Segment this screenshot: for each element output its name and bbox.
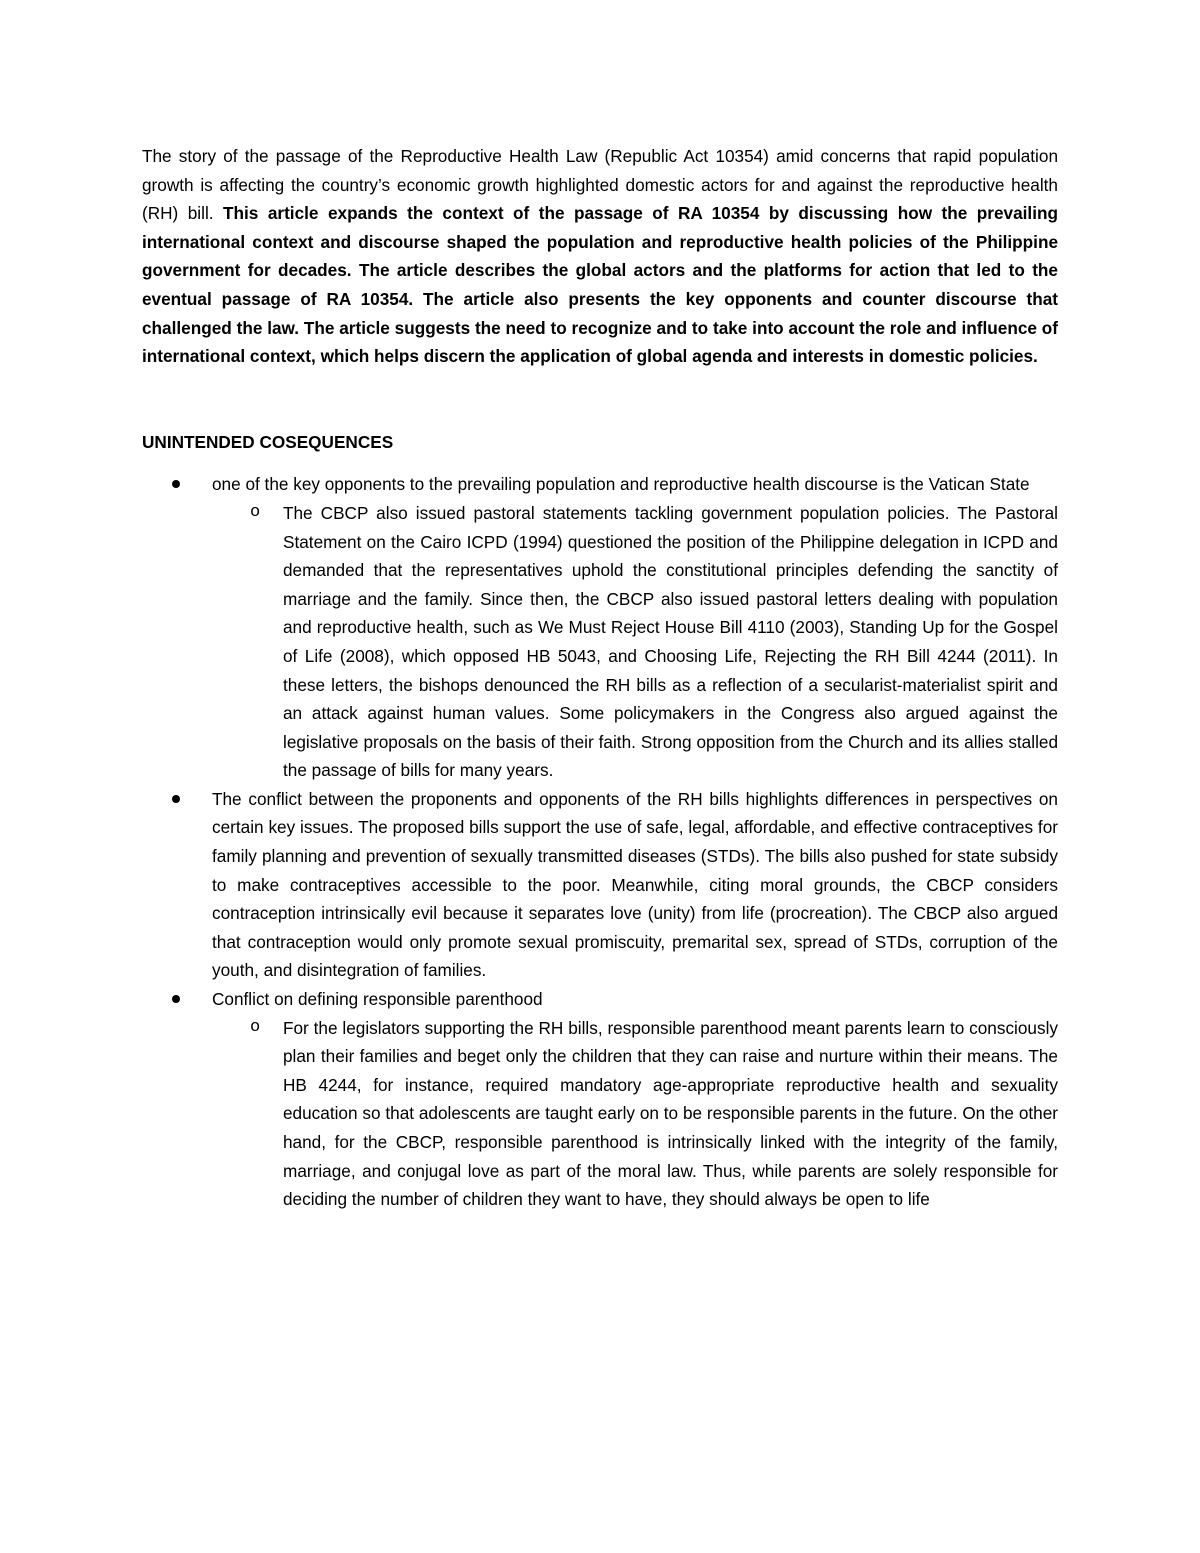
intro-plain-text: The story of the passage of the Reproductive Health Law (Republic Act 10354) amid concerns that rapid population growth is affecting the country’s economic growth highlighted domestic actors for and against the reproductive health (RH) bill. (142, 146, 1058, 224)
list-item (142, 985, 1058, 1214)
sub-list (212, 1014, 1058, 1214)
sub-bullet-icon: o (250, 502, 261, 522)
list-item (142, 470, 1058, 785)
intro-paragraph (142, 142, 1058, 371)
sub-list-item (212, 1014, 1058, 1214)
bullet-text: The conflict between the proponents and opponents of the RH bills highlights differences in perspectives on certain key issues. The proposed bills support the use of safe, legal, affordable, and effective contraceptives for family planning and prevention of sexually transmitted diseases (STDs). The bills also pushed for state subsidy to make contraceptives accessible to the poor. Meanwhile, citing moral grounds, the CBCP considers contraception intrinsically evil because it separates love (unity) from life (procreation). The CBCP also argued that contraception would only promote sexual promiscuity, premarital sex, spread of STDs, corruption of the youth, and disintegration of families. (212, 788, 1058, 981)
sub-list (212, 499, 1058, 785)
list-item (142, 785, 1058, 985)
bullet-list (142, 470, 1058, 1213)
bullet-text: one of the key opponents to the prevailing population and reproductive health discourse is the Vatican State (212, 474, 1030, 495)
bullet-icon (172, 795, 180, 803)
section-heading: UNINTENDED COSEQUENCES (142, 431, 394, 452)
bullet-text: Conflict on defining responsible parenthood (212, 989, 543, 1010)
sub-bullet-text: For the legislators supporting the RH bills, responsible parenthood meant parents learn to consciously plan their families and beget only the children that they can raise and nurture within their means. The HB 4244, for instance, required mandatory age-appropriate reproductive health and sexuality education so that adolescents are taught early on to be responsible parents in the future. On the other hand, for the CBCP, responsible parenthood is intrinsically linked with the integrity of the family, marriage, and conjugal love as part of the moral law. Thus, while parents are solely responsible for deciding the number of children they want to have, they should always be open to life (283, 1017, 1058, 1210)
intro-bold-text: This article expands the context of the passage of RA 10354 by discussing how the prevailing international context and discourse shaped the population and reproductive health policies of the Philippine government for decades. The article describes the global actors and the platforms for action that led to the eventual passage of RA 10354. The article also presents the key opponents and counter discourse that challenged the law. The article suggests the need to recognize and to take into account the role and influence of international context, which helps discern the application of global agenda and interests in domestic policies. (142, 203, 1058, 367)
document-body (142, 142, 1058, 1214)
sub-bullet-text: The CBCP also issued pastoral statements tackling government population policies. The Pastoral Statement on the Cairo ICPD (1994) questioned the position of the Philippine delegation in ICPD and demanded that the representatives uphold the constitutional principles defending the sanctity of marriage and the family. Since then, the CBCP also issued pastoral letters dealing with population and reproductive health, such as We Must Reject House Bill 4110 (2003), Standing Up for the Gospel of Life (2008), which opposed HB 5043, and Choosing Life, Rejecting the RH Bill 4244 (2011). In these letters, the bishops denounced the RH bills as a reflection of a secularist-materialist spirit and an attack against human values. Some policymakers in the Congress also argued against the legislative proposals on the basis of their faith. Strong opposition from the Church and its allies stalled the passage of bills for many years. (283, 502, 1058, 781)
sub-bullet-icon: o (250, 1017, 261, 1037)
sub-list-item (212, 499, 1058, 785)
bullet-icon (172, 995, 180, 1003)
bullet-icon (172, 480, 180, 488)
